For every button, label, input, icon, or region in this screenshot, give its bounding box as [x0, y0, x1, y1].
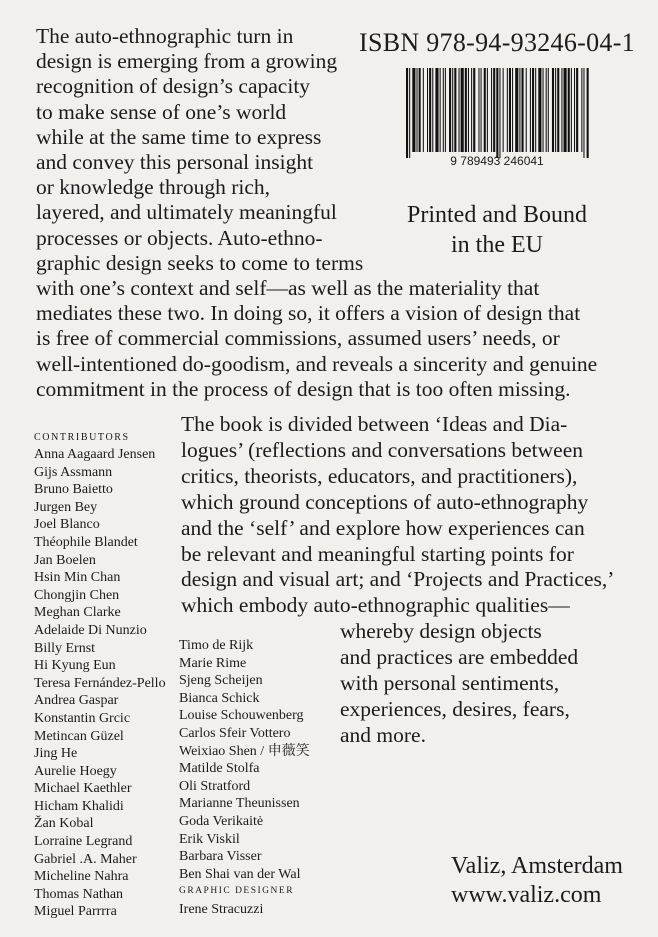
contributor-name: Micheline Nahra — [34, 869, 129, 885]
contributor-name: Louise Schouwenberg — [179, 708, 304, 724]
contributor-name: Chongjin Chen — [34, 587, 120, 603]
description-line: logues’ (reflections and conversations between — [181, 437, 583, 462]
barcode-bar — [440, 68, 441, 152]
barcode-bar — [452, 68, 453, 152]
contributor-name: Teresa Fernández-Pello — [34, 675, 166, 691]
contributor-name: Gabriel .A. Maher — [34, 851, 137, 867]
publisher-website: www.valiz.com — [451, 882, 602, 908]
blurb-line: recognition of design’s capacity — [36, 74, 311, 99]
barcode-bar — [568, 68, 570, 152]
contributor-name: Timo de Rijk — [179, 638, 254, 653]
contributor-name: Jan Boelen — [34, 552, 96, 568]
barcode-bar — [429, 68, 431, 152]
description-line: with personal sentiments, — [340, 671, 560, 695]
barcode-bar — [435, 68, 438, 152]
blurb-line: well-intentioned do-goodism, and reveals a sincerity and genuine — [36, 351, 598, 376]
contributor-name: Andrea Gaspar — [34, 693, 119, 709]
barcode-bars — [406, 68, 589, 158]
barcode-bar — [574, 68, 575, 152]
barcode-bar — [499, 68, 500, 158]
barcode-bar — [564, 68, 567, 152]
barcode-bar — [548, 68, 549, 152]
blurb-line: design is emerging from a growing — [36, 49, 338, 74]
barcode-bar — [449, 68, 451, 152]
contributor-name: Bianca Schick — [179, 690, 260, 706]
contributor-name: Konstantin Grcic — [34, 710, 131, 726]
contributors-heading: CONTRIBUTORS — [34, 432, 130, 443]
blurb-line: The auto-ethnographic turn in — [36, 24, 294, 48]
blurb-line: or knowledge through rich, — [36, 175, 271, 200]
contributor-name: Matilde Stolfa — [179, 761, 260, 777]
barcode-bar — [509, 68, 511, 152]
blurb-line: with one’s context and self—as well as the materiality that — [36, 276, 540, 300]
blurb-line: while at the same time to express — [36, 124, 322, 149]
publisher-name: Valiz, Amsterdam — [451, 853, 623, 879]
barcode-bar — [412, 68, 415, 152]
barcode-bar — [427, 68, 428, 152]
barcode-bar — [471, 68, 472, 152]
barcode-bar — [443, 68, 444, 152]
description-line: The book is divided between ‘Ideas and Dia- — [181, 412, 568, 436]
barcode-bar — [454, 68, 456, 152]
description-line: and practices are embedded — [340, 645, 579, 670]
contributor-name: Jurgen Bey — [34, 499, 98, 515]
contributor-name: Oli Stratford — [179, 778, 251, 794]
barcode-bar — [571, 68, 572, 152]
barcode-bar — [491, 68, 492, 152]
barcode-bar — [512, 68, 513, 152]
contributor-name: Adelaide Di Nunzio — [34, 622, 147, 638]
contributor-name: Anna Aagaard Jensen — [34, 447, 156, 462]
barcode-bar — [561, 68, 562, 152]
description-line: whereby design objects — [340, 619, 542, 644]
contributor-name: Sjeng Scheijen — [179, 673, 263, 689]
barcode-bar — [538, 68, 541, 152]
contributor-name: Barbara Visser — [179, 849, 262, 865]
graphic-designer-heading: GRAPHIC DESIGNER — [179, 886, 295, 897]
barcode-bar — [478, 68, 479, 152]
contributor-name: Thomas Nathan — [34, 886, 124, 902]
barcode-bar — [419, 68, 421, 152]
printed-line-1: Printed and Bound — [407, 202, 587, 228]
contributor-name: Hi Kyung Eun — [34, 658, 116, 674]
contributor-name: Gijs Assmann — [34, 464, 113, 480]
contributor-name: Bruno Baietto — [34, 482, 113, 498]
blurb-line: layered, and ultimately meaningful — [36, 200, 337, 225]
barcode-bar — [552, 68, 554, 152]
barcode-bar — [543, 68, 544, 152]
barcode-bar — [522, 68, 524, 152]
contributor-name: Hicham Khalidi — [34, 798, 124, 814]
barcode-bar — [519, 68, 520, 152]
barcode-bar — [526, 68, 527, 152]
contributor-name: Aurelie Hoegy — [34, 763, 117, 779]
blurb-line: to make sense of one’s world — [36, 99, 287, 124]
barcode-bar — [507, 68, 508, 152]
barcode-bar — [445, 68, 446, 152]
description-line: design and visual art; and ‘Projects and Practices,’ — [181, 567, 615, 592]
barcode-bar — [432, 68, 433, 152]
description-line: critics, theorists, educators, and practitioners), — [181, 463, 578, 488]
barcode-bar — [459, 68, 460, 152]
contributor-name: Théophile Blandet — [34, 534, 138, 550]
blurb-line: commitment in the process of design that is too often missing. — [36, 376, 571, 401]
barcode-bar — [496, 68, 498, 158]
barcode-bar — [417, 68, 418, 152]
description-line: which ground conceptions of auto-ethnography — [181, 489, 589, 514]
contributor-name: Hsin Min Chan — [34, 570, 121, 586]
contributor-name: Weixiao Shen / 申薇笑 — [179, 743, 310, 759]
contributor-name: Jing He — [34, 746, 78, 762]
printed-in-note — [372, 200, 622, 260]
contributor-name: Ben Shai van der Wal — [179, 866, 301, 882]
barcode-bar — [557, 68, 559, 152]
description-line: experiences, desires, fears, — [340, 696, 570, 721]
barcode-bar — [555, 68, 556, 152]
barcode-bar — [532, 68, 534, 152]
barcode-bar — [515, 68, 518, 152]
printed-line-2: in the EU — [451, 232, 543, 258]
description-line: which embody auto-ethnographic qualities— — [181, 593, 570, 618]
barcode-bar — [487, 68, 488, 152]
description-line: and the ‘self’ and explore how experiences can — [181, 515, 585, 540]
barcode-bar — [583, 68, 584, 158]
barcode-bar — [493, 68, 495, 152]
barcode-bar — [503, 68, 504, 152]
blurb-line: is free of commercial commissions, assumed users’ needs, or — [36, 326, 560, 351]
contributors-list-2 — [179, 637, 310, 919]
barcode-bar — [423, 68, 424, 152]
barcode-bar — [546, 68, 547, 152]
contributor-name: Lorraine Legrand — [34, 834, 133, 850]
barcode-digits: 9 789493 246041 — [450, 154, 544, 168]
contributor-name: Billy Ernst — [34, 640, 96, 656]
blurb-line: graphic design seeks to come to terms — [36, 250, 364, 275]
barcode-bar — [409, 68, 410, 158]
barcode-bar — [587, 68, 589, 158]
publisher-block — [451, 852, 623, 910]
barcode-bar — [473, 68, 475, 152]
barcode-bar — [535, 68, 536, 152]
blurb-line: and convey this personal insight — [36, 150, 314, 174]
barcode-bar — [530, 68, 531, 152]
contributor-name: Miguel Parrrra — [34, 904, 117, 920]
contributor-name: Michael Kaethler — [34, 781, 132, 797]
contributor-name: Žan Kobal — [34, 816, 94, 832]
graphic-designer-name: Irene Stracuzzi — [179, 901, 264, 917]
barcode-bar — [406, 68, 408, 158]
barcode-bar — [461, 68, 464, 152]
contributor-name: Erik Viskil — [179, 831, 240, 847]
blurb-line: processes or objects. Auto-ethno- — [36, 225, 323, 250]
blurb-line: mediates these two. In doing so, it offers a vision of design that — [36, 301, 581, 326]
description-line: and more. — [340, 722, 426, 747]
contributors-list-1 — [34, 446, 166, 921]
contributor-name: Marie Rime — [179, 655, 247, 671]
contributor-name: Marianne Theunissen — [179, 796, 300, 812]
contributor-name: Carlos Sfeir Vottero — [179, 725, 291, 741]
barcode-bar — [481, 68, 482, 152]
description-line: be relevant and meaningful starting points for — [181, 541, 574, 566]
contributor-name: Meghan Clarke — [34, 605, 121, 621]
contributor-name: Goda Verikaitė — [179, 813, 264, 829]
contributor-name: Metincan Güzel — [34, 728, 124, 744]
contributor-name: Joel Blanco — [34, 517, 100, 533]
barcode-bar — [581, 68, 582, 152]
barcode-bar — [468, 68, 469, 152]
barcode-bar — [484, 68, 486, 152]
barcode — [402, 68, 592, 168]
barcode-bar — [465, 68, 467, 152]
barcode-bar — [576, 68, 578, 152]
isbn-number: ISBN 978-94-93246-04-1 — [359, 28, 635, 57]
